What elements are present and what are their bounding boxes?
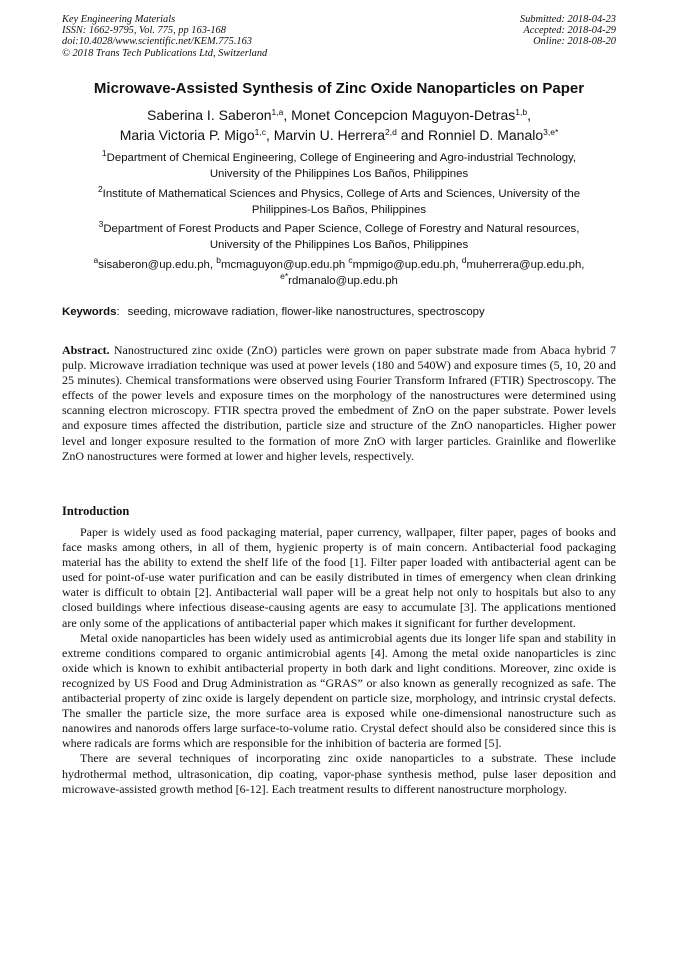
author-name: Maria Victoria P. Migo [119,127,255,143]
abstract: Abstract. Nanostructured zinc oxide (ZnO) particles were grown on paper substrate made from Abaca hybrid 7 pulp. Microwave irradiation technique was used at power levels (180 and 540W) and exposure times (5, 10, 20 and 25 minutes). Chemical transformations were observed using Fourier Transform Infrared (FTIR) Spectroscopy. The effects of the power levels and exposure times on the morphology of the nanostructures were determined using scanning electron microscopy. FTIR spectra proved the embedment of ZnO on the paper substrate. Power levels and exposure times affected the distribution, particle size and structure of the ZnO nanoparticles. Higher power level and longer exposure resulted to the formation of more ZnO with larger particles. Grainlike and flowerlike ZnO nanostructures were formed at lower and higher levels, respectively. [62,343,616,463]
paragraph: Metal oxide nanoparticles has been widely used as antimicrobial agents due its longer life span and stability in extreme conditions compared to organic antimicrobial agents [4]. Among the metal oxide nanoparticles is zinc oxide which is known to exhibit antibacterial property in both dark and light conditions. Moreover, zinc oxide is recognized by US Food and Drug Administration as “GRAS” or also known as generally recognized as safe. The antibacterial property of zinc oxide is largely dependent on particle size, morphology, and intrinsic crystal defects. The smaller the particle size, the more surface area is exposed while one-dimensional nanostructure such as nanowires and nanorods offers large surface-to-volume ratio. Crystal defect should also be considered since this is where radicals are forms which are responsible for the inhibition of bacteria are formed [5]. [62,630,616,751]
author-superscript: 3,e* [543,127,559,137]
affiliation-number: 2 [97,184,103,194]
author-superscript: 1,c [254,127,266,137]
paper-title: Microwave-Assisted Synthesis of Zinc Oxide Nanoparticles on Paper [93,80,585,97]
author-separator: and [400,127,425,143]
author-superscript: 1,a [271,107,284,117]
affiliation-line: Philippines-Los Baños, Philippines [251,203,427,216]
submitted-date: Submitted: 2018-04-23 [519,14,616,25]
affiliation-line: University of the Philippines Los Baños, Philippines [209,167,469,180]
paragraph: There are several techniques of incorporating zinc oxide nanoparticles to a substrate. These include hydrothermal method, ultrasonication, dip coating, vapor-phase synthesis method, pulse laser deposition and microwave-assisted growth method [6-12]. Each treatment results to different nanostructure morphology. [62,751,616,796]
online-date: Online: 2018-08-20 [533,36,616,48]
author-superscript: 1,b [515,107,528,117]
author-separator: , [527,107,531,123]
abstract-label: Abstract [62,343,107,357]
dates-header [520,14,616,48]
author-superscript: 2,d [384,127,397,137]
author-list [40,105,638,145]
email-superscript: c [348,255,353,265]
author-name: Saberina I. Saberon [147,107,272,123]
email-superscript: a [93,255,99,265]
keywords-line [62,305,616,320]
email-superscript: e* [280,270,289,281]
keywords-label: Keywords [62,306,117,318]
author-name: Marvin U. Herrera [273,127,385,143]
abstract-text: Nanostructured zinc oxide (ZnO) particles were grown on paper substrate made from Abaca hybrid 7 pulp. Microwave irradiation technique was used at power levels (180 and 540W) and exposure times (5, 10, 20 and 25 minutes). Chemical transformations were observed using Fourier Transform Infrared (FTIR) Spectroscopy. The effects of the power levels and exposure times on the morphology of the nanostructures were determined using scanning electron microscopy. FTIR spectra proved the embedment of ZnO on the paper substrate. Power levels and exposure times affected the distribution, particle size and structure of the ZnO nanoparticles. Higher power level and longer exposure resulted to the formation of more ZnO with larger particles. Grainlike and flowerlike ZnO nanostructures were formed at lower and higher levels, respectively. [62,343,616,463]
author-separator: , [265,127,270,143]
affiliation [62,148,616,182]
affiliation [62,219,616,253]
journal-name: Key Engineering Materials [62,14,176,25]
accepted-date: Accepted: 2018-04-29 [523,25,616,37]
affiliation-number: 3 [98,219,104,229]
section-heading-introduction: Introduction [62,504,130,518]
email-link[interactable]: mcmaguyon@up.edu.ph [220,259,346,271]
email-link[interactable]: mpmigo@up.edu.ph, [352,259,459,271]
affiliation-line: Institute of Mathematical Sciences and Physics, College of Arts and Sciences, University of the [102,188,581,200]
introduction-body [62,525,616,797]
email-list [62,255,616,289]
keywords-text: seeding, microwave radiation, flower-like nanostructures, spectroscopy [127,306,485,318]
paragraph: Paper is widely used as food packaging material, paper currency, wallpaper, filter paper, pages of books and face masks among others, in all of them, hygienic property is of main concern. Antibacterial food packaging material has the ability to extend the shelf life of the food [1]. Filter paper loaded with antibacterial agent can be used for point-of-use water purification and can be easily distributed in times of emergency when clean drinking water is difficult to obtain [2]. Antibacterial wall paper will be a great help not only to hospitals but also to any closed buildings where infectious disease-causing agents are easy to accumulate [3]. The applications mentioned are only some of the applications of antibacterial paper which makes it significant for further development. [62,525,616,630]
affiliation-line: University of the Philippines Los Baños, Philippines [209,238,469,251]
email-link[interactable]: muherrera@up.edu.ph, [466,259,585,271]
author-name: Monet Concepcion Maguyon-Detras [291,107,516,123]
email-superscript: d [461,255,467,265]
author-name: Ronniel D. Manalo [427,127,544,143]
affiliation [62,184,616,218]
email-superscript: b [216,255,221,265]
affiliation-line: Department of Chemical Engineering, College of Engineering and Agro-industrial Technology, [106,152,577,164]
author-separator: , [283,107,288,123]
doi-line: doi:10.4028/www.scientific.net/KEM.775.163 [62,36,252,48]
affiliation-number: 1 [101,148,107,158]
copyright-line: © 2018 Trans Tech Publications Ltd, Switzerland [62,47,268,59]
keywords-colon: : [116,306,120,318]
email-link[interactable]: sisaberon@up.edu.ph, [98,259,214,271]
issn-line: ISSN: 1662-9795, Vol. 775, pp 163-168 [62,25,226,37]
affiliation-line: Department of Forest Products and Paper Science, College of Forestry and Natural resources, [103,223,580,235]
journal-header [62,14,267,59]
email-link[interactable]: rdmanalo@up.edu.ph [288,274,398,287]
